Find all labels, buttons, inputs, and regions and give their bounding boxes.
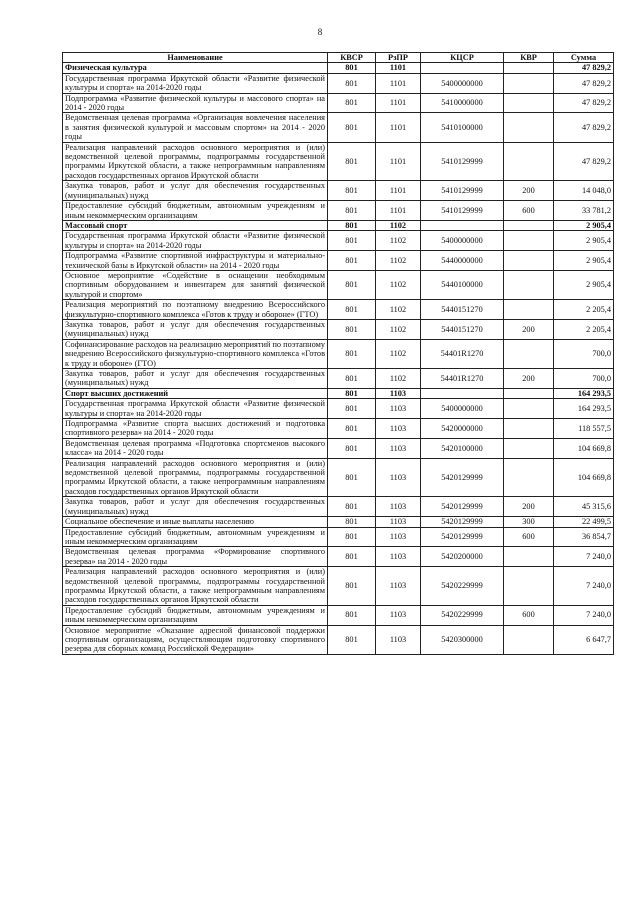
row-name-cell: Подпрограмма «Развитие спортивной инфраструктуры и материально- технической базы в Иркутской области» на 2014 - 2020 годы (63, 251, 328, 271)
table-row (63, 419, 614, 439)
table-body (63, 63, 614, 654)
row-kvsr-cell: 801 (328, 220, 376, 230)
row-kvsr-cell: 801 (328, 388, 376, 398)
section-row (63, 220, 614, 230)
row-kvr-cell: 200 (504, 369, 554, 389)
row-kvr-cell (504, 388, 554, 398)
row-kcsr-cell: 5400000000 (421, 399, 504, 419)
row-rzpr-cell: 1103 (376, 527, 421, 547)
row-name-cell: Софинансирование расходов на реализацию мероприятий по поэтапному внедрению Всероссийского физкультурно-спортивного комплекса «Готов к труду и обороне» (ГТО) (63, 339, 328, 368)
row-kvr-cell (504, 567, 554, 606)
row-name-cell: Государственная программа Иркутской области «Развитие физической культуры и спорта» на 2014-2020 годы (63, 73, 328, 93)
row-kcsr-cell: 5420229999 (421, 605, 504, 625)
row-rzpr-cell: 1103 (376, 567, 421, 606)
row-sum-cell: 2 205,4 (554, 319, 614, 339)
table-row (63, 319, 614, 339)
row-kvr-cell: 200 (504, 181, 554, 201)
row-name-cell: Реализация мероприятий по поэтапному внедрению Всероссийского физкультурно-спортивного комплекса «Готов к труду и обороне» (ГТО) (63, 300, 328, 320)
row-kvsr-cell: 801 (328, 73, 376, 93)
row-kvsr-cell: 801 (328, 201, 376, 221)
table-row (63, 605, 614, 625)
row-kvr-cell (504, 73, 554, 93)
row-sum-cell: 47 829,2 (554, 63, 614, 73)
row-kvsr-cell: 801 (328, 231, 376, 251)
table-row (63, 251, 614, 271)
row-kvsr-cell: 801 (328, 339, 376, 368)
row-kvsr-cell: 801 (328, 625, 376, 654)
row-kvsr-cell: 801 (328, 567, 376, 606)
header-kcsr: КЦСР (421, 53, 504, 63)
row-kvr-cell (504, 547, 554, 567)
row-kcsr-cell (421, 220, 504, 230)
row-kcsr-cell (421, 388, 504, 398)
row-name-cell: Реализация направлений расходов основного мероприятия и (или) ведомственной целевой программы, подпрограммы государственной программы Иркутской области, а также непрограммным направлениям расходов государственных органов Иркутской области (63, 567, 328, 606)
table-row (63, 527, 614, 547)
row-rzpr-cell: 1102 (376, 251, 421, 271)
row-name-cell: Подпрограмма «Развитие физической культуры и массового спорта» на 2014 - 2020 годы (63, 93, 328, 113)
row-name-cell: Социальное обеспечение и иные выплаты населению (63, 517, 328, 527)
row-sum-cell: 7 240,0 (554, 567, 614, 606)
table-row (63, 73, 614, 93)
row-kcsr-cell: 5420000000 (421, 419, 504, 439)
row-kvsr-cell: 801 (328, 319, 376, 339)
row-kcsr-cell (421, 63, 504, 73)
row-kcsr-cell: 5420129999 (421, 458, 504, 497)
row-rzpr-cell: 1101 (376, 63, 421, 73)
budget-table (62, 52, 614, 655)
row-kvsr-cell: 801 (328, 93, 376, 113)
row-kvr-cell (504, 142, 554, 181)
row-kcsr-cell: 5420129999 (421, 517, 504, 527)
row-sum-cell: 700,0 (554, 369, 614, 389)
header-kvsr: КВСР (328, 53, 376, 63)
table-row (63, 181, 614, 201)
header-sum: Сумма (554, 53, 614, 63)
row-kvr-cell (504, 458, 554, 497)
table-row (63, 201, 614, 221)
row-kcsr-cell: 5420229999 (421, 567, 504, 606)
row-rzpr-cell: 1103 (376, 547, 421, 567)
table-row (63, 497, 614, 517)
header-rzpr: РзПР (376, 53, 421, 63)
row-name-cell: Государственная программа Иркутской области «Развитие физической культуры и спорта» на 2014-2020 годы (63, 231, 328, 251)
table-row (63, 625, 614, 654)
row-kvsr-cell: 801 (328, 527, 376, 547)
row-sum-cell: 164 293,5 (554, 388, 614, 398)
row-name-cell: Массовый спорт (63, 220, 328, 230)
row-name-cell: Предоставление субсидий бюджетным, автономным учреждениям и иным некоммерческим организациям (63, 527, 328, 547)
row-name-cell: Закупка товаров, работ и услуг для обеспечения государственных (муниципальных) нужд (63, 497, 328, 517)
row-kvr-cell (504, 220, 554, 230)
row-kvr-cell (504, 419, 554, 439)
row-sum-cell: 47 829,2 (554, 113, 614, 142)
row-kcsr-cell: 5410000000 (421, 93, 504, 113)
row-rzpr-cell: 1101 (376, 181, 421, 201)
row-name-cell: Физическая культура (63, 63, 328, 73)
row-kvsr-cell: 801 (328, 547, 376, 567)
row-kcsr-cell: 5410129999 (421, 201, 504, 221)
row-name-cell: Государственная программа Иркутской области «Развитие физической культуры и спорта» на 2014-2020 годы (63, 399, 328, 419)
row-kcsr-cell: 5420100000 (421, 438, 504, 458)
row-sum-cell: 33 781,2 (554, 201, 614, 221)
row-kcsr-cell: 5410100000 (421, 113, 504, 142)
row-kvr-cell: 600 (504, 605, 554, 625)
row-kvr-cell: 600 (504, 527, 554, 547)
row-sum-cell: 7 240,0 (554, 605, 614, 625)
section-row (63, 388, 614, 398)
row-sum-cell: 7 240,0 (554, 547, 614, 567)
row-kcsr-cell: 5440000000 (421, 251, 504, 271)
row-kvsr-cell: 801 (328, 63, 376, 73)
row-name-cell: Ведомственная целевая программа «Организация вовлечения населения в занятия физической культурой и массовым спортом» на 2014 - 2020 годы (63, 113, 328, 142)
row-kvsr-cell: 801 (328, 419, 376, 439)
section-row (63, 63, 614, 73)
row-name-cell: Подпрограмма «Развитие спорта высших достижений и подготовка спортивного резерва» на 2014 - 2020 годы (63, 419, 328, 439)
row-rzpr-cell: 1103 (376, 517, 421, 527)
row-rzpr-cell: 1102 (376, 231, 421, 251)
table-row (63, 399, 614, 419)
row-rzpr-cell: 1103 (376, 458, 421, 497)
row-kvr-cell (504, 339, 554, 368)
row-sum-cell: 36 854,7 (554, 527, 614, 547)
row-rzpr-cell: 1103 (376, 419, 421, 439)
row-kcsr-cell: 5440100000 (421, 270, 504, 299)
row-sum-cell: 700,0 (554, 339, 614, 368)
row-rzpr-cell: 1103 (376, 399, 421, 419)
row-rzpr-cell: 1102 (376, 339, 421, 368)
row-sum-cell: 47 829,2 (554, 142, 614, 181)
row-sum-cell: 104 669,8 (554, 458, 614, 497)
row-kvr-cell (504, 231, 554, 251)
row-kcsr-cell: 54401R1270 (421, 369, 504, 389)
row-sum-cell: 47 829,2 (554, 93, 614, 113)
row-name-cell: Спорт высших достижений (63, 388, 328, 398)
row-rzpr-cell: 1102 (376, 270, 421, 299)
table-row (63, 113, 614, 142)
row-rzpr-cell: 1103 (376, 605, 421, 625)
table-row (63, 567, 614, 606)
row-kvsr-cell: 801 (328, 497, 376, 517)
row-name-cell: Закупка товаров, работ и услуг для обеспечения государственных (муниципальных) нужд (63, 181, 328, 201)
row-kvr-cell: 600 (504, 201, 554, 221)
row-kvr-cell (504, 270, 554, 299)
row-name-cell: Ведомственная целевая программа «Подготовка спортсменов высокого класса» на 2014 - 2020 годы (63, 438, 328, 458)
row-name-cell: Закупка товаров, работ и услуг для обеспечения государственных (муниципальных) нужд (63, 369, 328, 389)
row-sum-cell: 22 499,5 (554, 517, 614, 527)
row-kvr-cell: 200 (504, 497, 554, 517)
row-kvr-cell (504, 93, 554, 113)
row-kvsr-cell: 801 (328, 300, 376, 320)
table-header-row (63, 53, 614, 63)
table-row (63, 142, 614, 181)
row-kvsr-cell: 801 (328, 399, 376, 419)
row-sum-cell: 104 669,8 (554, 438, 614, 458)
row-sum-cell: 118 557,5 (554, 419, 614, 439)
row-kvr-cell (504, 63, 554, 73)
row-rzpr-cell: 1101 (376, 73, 421, 93)
row-kcsr-cell: 5410129999 (421, 181, 504, 201)
table-row (63, 458, 614, 497)
row-kvr-cell: 200 (504, 319, 554, 339)
row-kcsr-cell: 5420200000 (421, 547, 504, 567)
row-kvsr-cell: 801 (328, 251, 376, 271)
row-kvsr-cell: 801 (328, 458, 376, 497)
table-row (63, 270, 614, 299)
row-rzpr-cell: 1103 (376, 438, 421, 458)
row-sum-cell: 47 829,2 (554, 73, 614, 93)
row-rzpr-cell: 1103 (376, 497, 421, 517)
page-number: 8 (317, 27, 323, 37)
header-kvr: КВР (504, 53, 554, 63)
row-kvr-cell (504, 399, 554, 419)
row-kcsr-cell: 5400000000 (421, 73, 504, 93)
row-sum-cell: 2 205,4 (554, 300, 614, 320)
table-row (63, 300, 614, 320)
row-rzpr-cell: 1102 (376, 220, 421, 230)
row-sum-cell: 6 647,7 (554, 625, 614, 654)
row-name-cell: Основное мероприятие «Оказание адресной финансовой поддержки спортивным организациям, осуществляющим подготовку спортивного резерва для сборных команд Российской Федерации» (63, 625, 328, 654)
row-kvsr-cell: 801 (328, 113, 376, 142)
row-name-cell: Закупка товаров, работ и услуг для обеспечения государственных (муниципальных) нужд (63, 319, 328, 339)
row-rzpr-cell: 1102 (376, 319, 421, 339)
row-name-cell: Ведомственная целевая программа «Формирование спортивного резерва» на 2014 - 2020 годы (63, 547, 328, 567)
row-kvr-cell (504, 625, 554, 654)
table-row (63, 339, 614, 368)
row-kvr-cell (504, 300, 554, 320)
table-row (63, 369, 614, 389)
row-kvr-cell (504, 438, 554, 458)
row-sum-cell: 164 293,5 (554, 399, 614, 419)
row-kcsr-cell: 5440151270 (421, 300, 504, 320)
row-rzpr-cell: 1101 (376, 93, 421, 113)
row-rzpr-cell: 1101 (376, 142, 421, 181)
row-kvsr-cell: 801 (328, 438, 376, 458)
row-rzpr-cell: 1101 (376, 201, 421, 221)
row-kcsr-cell: 5420129999 (421, 527, 504, 547)
row-kvsr-cell: 801 (328, 142, 376, 181)
row-rzpr-cell: 1102 (376, 300, 421, 320)
table-row (63, 517, 614, 527)
row-kcsr-cell: 54401R1270 (421, 339, 504, 368)
table-row (63, 231, 614, 251)
row-kvr-cell: 300 (504, 517, 554, 527)
row-kcsr-cell: 5420129999 (421, 497, 504, 517)
row-rzpr-cell: 1102 (376, 369, 421, 389)
row-name-cell: Основное мероприятие «Содействие в оснащении необходимым спортивным оборудованием и инвентарем для занятий физической культурой и спортом» (63, 270, 328, 299)
row-name-cell: Предоставление субсидий бюджетным, автономным учреждениям и иным некоммерческим организациям (63, 605, 328, 625)
row-rzpr-cell: 1103 (376, 388, 421, 398)
row-kcsr-cell: 5420300000 (421, 625, 504, 654)
row-name-cell: Предоставление субсидий бюджетным, автономным учреждениям и иным некоммерческим организациям (63, 201, 328, 221)
row-kvsr-cell: 801 (328, 369, 376, 389)
row-sum-cell: 2 905,4 (554, 220, 614, 230)
row-kvsr-cell: 801 (328, 181, 376, 201)
row-kvr-cell (504, 113, 554, 142)
row-sum-cell: 2 905,4 (554, 270, 614, 299)
table-row (63, 93, 614, 113)
row-rzpr-cell: 1101 (376, 113, 421, 142)
row-name-cell: Реализация направлений расходов основного мероприятия и (или) ведомственной целевой программы, подпрограммы государственной программы Иркутской области, а также непрограммным направлениям расходов государственных органов Иркутской области (63, 142, 328, 181)
row-kvsr-cell: 801 (328, 270, 376, 299)
row-name-cell: Реализация направлений расходов основного мероприятия и (или) ведомственной целевой программы, подпрограммы государственной программы Иркутской области, а также непрограммным направлениям расходов государственных органов Иркутской области (63, 458, 328, 497)
row-sum-cell: 14 048,0 (554, 181, 614, 201)
table-row (63, 547, 614, 567)
row-sum-cell: 2 905,4 (554, 251, 614, 271)
row-kvsr-cell: 801 (328, 517, 376, 527)
header-name: Наименование (63, 53, 328, 63)
row-kvsr-cell: 801 (328, 605, 376, 625)
row-kvr-cell (504, 251, 554, 271)
row-kcsr-cell: 5440151270 (421, 319, 504, 339)
table-row (63, 438, 614, 458)
row-sum-cell: 2 905,4 (554, 231, 614, 251)
row-sum-cell: 45 315,6 (554, 497, 614, 517)
row-kcsr-cell: 5410129999 (421, 142, 504, 181)
row-rzpr-cell: 1103 (376, 625, 421, 654)
row-kcsr-cell: 5400000000 (421, 231, 504, 251)
